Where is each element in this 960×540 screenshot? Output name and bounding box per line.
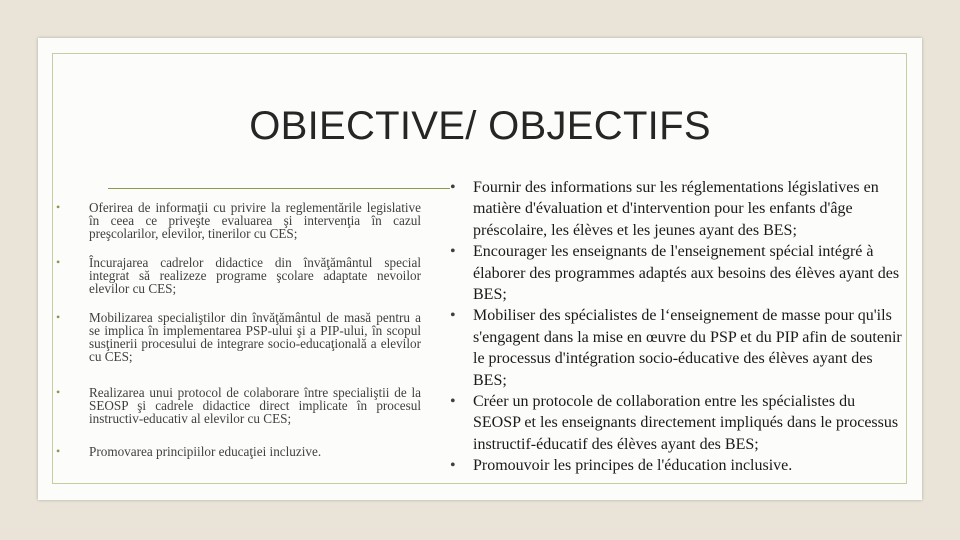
list-item-text: Realizarea unui protocol de colaborare între specialiştii de la SEOSP şi cadrele didactice direct implicate în procesul instructiv-educativ al elevilor cu CES; [89, 385, 421, 426]
bullet-icon: • [56, 255, 61, 269]
list-item [450, 455, 902, 476]
list-item-text: Oferirea de informaţii cu privire la reglementările legislative în ceea ce priveşte evaluarea şi intervenţia în cazul preşcolarilor, elevilor, tinerilor cu CES; [89, 200, 421, 241]
bullet-icon: • [56, 444, 61, 458]
list-item [450, 305, 902, 391]
french-objectives-list [450, 177, 902, 477]
list-item [56, 256, 421, 295]
bullet-icon: • [450, 179, 456, 196]
list-item [56, 445, 421, 458]
list-item [56, 311, 421, 363]
list-item-text: Încurajarea cadrelor didactice din învăţământul special integrat să realizeze programe şcolare adaptate nevoilor elevilor cu CES; [89, 255, 421, 296]
bullet-icon: • [56, 310, 61, 324]
bullet-icon: • [56, 385, 61, 399]
bullet-icon: • [450, 457, 456, 475]
list-item [450, 177, 902, 241]
list-item [56, 386, 421, 425]
list-item-text: Créer un protocole de collaboration entre les spécialistes du SEOSP et les enseignants directement impliqués dans le processus instructif-éducatif des élèves ayant des BES; [473, 393, 899, 453]
list-item-text: Mobiliser des spécialistes de l‘enseignement de masse pour qu'ils s'engagent dans la mise en œuvre du PSP et du PIP afin de soutenir le processus d'intégration socio-éducative des élèves ayant des BES; [473, 307, 902, 389]
bullet-icon: • [450, 393, 456, 411]
list-item-text: Fournir des informations sur les réglementations législatives en matière d'évaluation et d'intervention pour les enfants d'âge préscolaire, les élèves et les jeunes ayant des BES; [473, 179, 879, 239]
list-item [450, 241, 902, 305]
list-item [450, 391, 902, 455]
slide-title: OBIECTIVE/ OBJECTIFS [249, 104, 711, 148]
list-item-text: Mobilizarea specialiştilor din învăţământul de masă pentru a se implica în implementarea PSP-ului şi a PIP-ului, în scopul susţinerii procesului de integrare socio-educaţională a elevilor cu CES; [89, 310, 421, 364]
list-item-text: Encourager les enseignants de l'enseignement spécial intégré à élaborer des programmes adaptés aux besoins des élèves ayant des BES; [473, 243, 900, 304]
list-item [56, 201, 421, 240]
bullet-icon: • [450, 243, 456, 261]
list-item-text: Promouvoir les principes de l'éducation inclusive. [473, 457, 793, 475]
list-item-text: Promovarea principiilor educaţiei incluzive. [89, 444, 322, 459]
romanian-objectives-list [56, 201, 421, 458]
bullet-icon: • [450, 307, 456, 325]
slide [38, 38, 922, 500]
bullet-icon: • [56, 200, 61, 214]
